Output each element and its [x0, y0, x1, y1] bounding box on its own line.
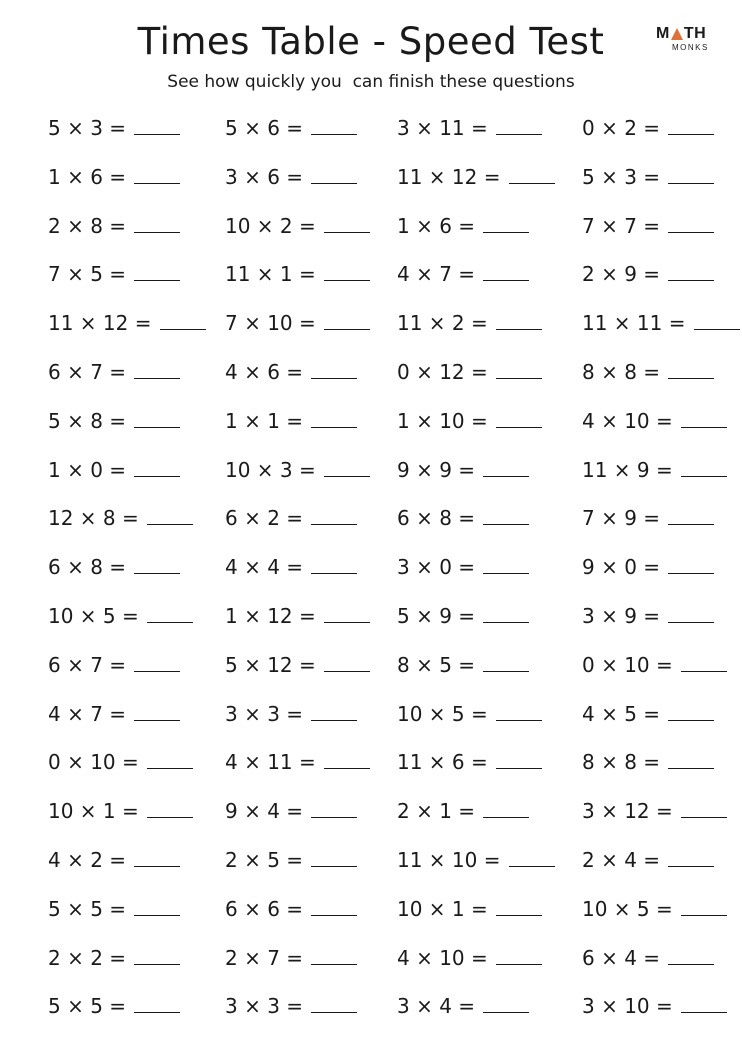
question-item	[225, 165, 357, 189]
question-item	[397, 360, 542, 384]
question-text: 3 × 12 =	[582, 799, 673, 824]
worksheet-title: Times Table - Speed Test	[137, 20, 605, 63]
question-text: 6 × 7 =	[48, 652, 127, 677]
answer-blank[interactable]	[668, 848, 714, 867]
question-item	[582, 506, 714, 530]
logo-text-right: TH	[683, 25, 707, 42]
question-item	[582, 946, 714, 970]
question-text: 8 × 8 =	[582, 360, 661, 384]
answer-blank[interactable]	[496, 946, 542, 965]
answer-blank[interactable]	[324, 604, 370, 623]
question-item	[397, 994, 529, 1018]
answer-blank[interactable]	[668, 262, 714, 281]
answer-blank[interactable]	[483, 653, 529, 672]
answer-blank[interactable]	[134, 165, 180, 184]
question-item	[48, 897, 180, 921]
question-text: 10 × 3 =	[225, 457, 316, 482]
question-text: 4 × 2 =	[48, 848, 127, 872]
question-text: 4 × 5 =	[582, 701, 661, 726]
question-text: 0 × 10 =	[48, 750, 139, 775]
question-text: 12 × 8 =	[48, 506, 139, 531]
question-item	[225, 116, 357, 140]
question-item	[225, 506, 357, 530]
question-item	[225, 799, 357, 823]
question-item	[48, 506, 193, 530]
answer-blank[interactable]	[483, 799, 529, 818]
question-text: 3 × 3 =	[225, 701, 304, 726]
question-text: 10 × 5 =	[582, 896, 673, 921]
question-item	[582, 360, 714, 384]
question-text: 3 × 0 =	[397, 555, 476, 580]
question-text: 6 × 8 =	[48, 555, 127, 580]
answer-blank[interactable]	[147, 506, 193, 525]
question-text: 8 × 5 =	[397, 652, 476, 677]
answer-blank[interactable]	[681, 897, 727, 916]
question-text: 4 × 10 =	[582, 408, 673, 433]
answer-blank[interactable]	[311, 946, 357, 965]
answer-blank[interactable]	[311, 799, 357, 818]
answer-blank[interactable]	[668, 946, 714, 965]
answer-blank[interactable]	[311, 702, 357, 721]
question-item	[48, 799, 193, 823]
question-text: 10 × 5 =	[48, 604, 139, 628]
question-text: 3 × 3 =	[225, 994, 304, 1019]
question-text: 0 × 12 =	[397, 360, 488, 384]
question-text: 5 × 3 =	[582, 164, 661, 189]
question-item	[48, 653, 180, 677]
question-item	[48, 946, 180, 970]
question-text: 6 × 4 =	[582, 945, 661, 970]
logo-text-left: M	[656, 25, 670, 42]
answer-blank[interactable]	[311, 506, 357, 525]
question-item	[225, 897, 357, 921]
answer-blank[interactable]	[134, 116, 180, 135]
question-text: 10 × 5 =	[397, 701, 488, 726]
answer-blank[interactable]	[147, 750, 193, 769]
question-text: 1 × 10 =	[397, 408, 488, 433]
answer-blank[interactable]	[324, 262, 370, 281]
question-item	[48, 262, 180, 286]
logo-subtext: MONKS	[672, 43, 709, 52]
question-text: 0 × 2 =	[582, 116, 661, 140]
question-item	[225, 848, 357, 872]
question-text: 5 × 12 =	[225, 652, 316, 677]
question-item	[397, 750, 542, 774]
question-item	[397, 214, 529, 238]
question-item	[397, 165, 555, 189]
question-text: 2 × 5 =	[225, 848, 304, 872]
question-item	[582, 848, 714, 872]
question-text: 1 × 6 =	[48, 164, 127, 189]
question-text: 7 × 7 =	[582, 213, 661, 238]
answer-blank[interactable]	[483, 994, 529, 1013]
answer-blank[interactable]	[483, 604, 529, 623]
question-text: 11 × 6 =	[397, 750, 488, 775]
answer-blank[interactable]	[134, 994, 180, 1013]
question-text: 6 × 7 =	[48, 360, 127, 384]
question-item	[48, 214, 180, 238]
question-item	[225, 653, 370, 677]
question-text: 11 × 2 =	[397, 311, 488, 336]
answer-blank[interactable]	[496, 116, 542, 135]
answer-blank[interactable]	[134, 409, 180, 428]
question-text: 5 × 8 =	[48, 408, 127, 433]
question-text: 6 × 2 =	[225, 506, 304, 531]
answer-blank[interactable]	[311, 994, 357, 1013]
question-text: 11 × 10 =	[397, 848, 501, 872]
question-item	[397, 506, 529, 530]
answer-blank[interactable]	[147, 799, 193, 818]
answer-blank[interactable]	[694, 311, 740, 330]
question-item	[48, 360, 180, 384]
question-item	[582, 604, 714, 628]
question-text: 11 × 12 =	[48, 311, 152, 336]
question-item	[225, 214, 370, 238]
question-item	[582, 116, 714, 140]
question-text: 2 × 7 =	[225, 945, 304, 970]
question-text: 2 × 8 =	[48, 213, 127, 238]
question-item	[582, 409, 727, 433]
answer-blank[interactable]	[681, 799, 727, 818]
answer-blank[interactable]	[311, 897, 357, 916]
question-item	[582, 311, 740, 335]
answer-blank[interactable]	[134, 458, 180, 477]
answer-blank[interactable]	[311, 409, 357, 428]
question-item	[582, 994, 727, 1018]
question-text: 9 × 9 =	[397, 457, 476, 482]
question-item	[397, 897, 542, 921]
question-item	[48, 555, 180, 579]
question-text: 1 × 12 =	[225, 604, 316, 628]
question-item	[48, 116, 180, 140]
question-text: 5 × 9 =	[397, 604, 476, 628]
answer-blank[interactable]	[668, 555, 714, 574]
answer-blank[interactable]	[134, 702, 180, 721]
question-item	[225, 262, 370, 286]
answer-blank[interactable]	[311, 360, 357, 379]
question-item	[397, 555, 529, 579]
worksheet-subtitle: See how quickly you can finish these questions	[167, 72, 575, 92]
question-item	[397, 799, 529, 823]
question-text: 9 × 0 =	[582, 555, 661, 580]
question-item	[225, 994, 357, 1018]
question-item	[582, 262, 714, 286]
question-text: 4 × 6 =	[225, 360, 304, 384]
answer-blank[interactable]	[134, 360, 180, 379]
question-text: 5 × 3 =	[48, 116, 127, 140]
answer-blank[interactable]	[681, 994, 727, 1013]
question-text: 7 × 5 =	[48, 262, 127, 287]
question-item	[397, 409, 542, 433]
question-item	[48, 604, 193, 628]
question-text: 3 × 9 =	[582, 604, 661, 628]
answer-blank[interactable]	[324, 214, 370, 233]
answer-blank[interactable]	[483, 458, 529, 477]
answer-blank[interactable]	[681, 458, 727, 477]
question-item	[397, 702, 542, 726]
question-text: 7 × 9 =	[582, 506, 661, 531]
question-item	[397, 116, 542, 140]
question-item	[225, 750, 370, 774]
question-item	[48, 458, 180, 482]
answer-blank[interactable]	[324, 750, 370, 769]
answer-blank[interactable]	[324, 458, 370, 477]
question-item	[397, 604, 529, 628]
answer-blank[interactable]	[483, 555, 529, 574]
answer-blank[interactable]	[509, 848, 555, 867]
answer-blank[interactable]	[496, 702, 542, 721]
question-text: 4 × 10 =	[397, 945, 488, 970]
answer-blank[interactable]	[311, 165, 357, 184]
question-item	[48, 702, 180, 726]
answer-blank[interactable]	[668, 702, 714, 721]
question-text: 3 × 6 =	[225, 164, 304, 189]
question-item	[225, 458, 370, 482]
question-item	[397, 262, 529, 286]
question-item	[397, 311, 542, 335]
answer-blank[interactable]	[668, 506, 714, 525]
answer-blank[interactable]	[496, 360, 542, 379]
question-text: 6 × 8 =	[397, 506, 476, 531]
answer-blank[interactable]	[668, 750, 714, 769]
answer-blank[interactable]	[324, 311, 370, 330]
answer-blank[interactable]	[311, 555, 357, 574]
question-item	[582, 799, 727, 823]
question-text: 4 × 11 =	[225, 750, 316, 775]
answer-blank[interactable]	[134, 848, 180, 867]
answer-blank[interactable]	[496, 311, 542, 330]
question-text: 7 × 10 =	[225, 311, 316, 336]
question-text: 4 × 7 =	[48, 701, 127, 726]
question-text: 5 × 6 =	[225, 116, 304, 140]
answer-blank[interactable]	[134, 262, 180, 281]
answer-blank[interactable]	[509, 165, 555, 184]
question-text: 11 × 1 =	[225, 262, 316, 287]
question-text: 11 × 11 =	[582, 311, 686, 336]
question-text: 6 × 6 =	[225, 896, 304, 921]
answer-blank[interactable]	[681, 409, 727, 428]
question-item	[48, 409, 180, 433]
answer-blank[interactable]	[134, 214, 180, 233]
question-item	[582, 165, 714, 189]
question-item	[48, 848, 180, 872]
question-item	[48, 750, 193, 774]
question-item	[225, 311, 370, 335]
question-item	[582, 653, 727, 677]
question-item	[582, 750, 714, 774]
question-text: 3 × 10 =	[582, 994, 673, 1019]
question-item	[397, 848, 555, 872]
question-text: 10 × 1 =	[397, 896, 488, 921]
question-text: 11 × 9 =	[582, 457, 673, 482]
answer-blank[interactable]	[496, 750, 542, 769]
question-item	[48, 311, 206, 335]
answer-blank[interactable]	[668, 214, 714, 233]
question-text: 2 × 1 =	[397, 799, 476, 824]
question-item	[582, 702, 714, 726]
question-item	[582, 214, 714, 238]
question-text: 8 × 8 =	[582, 750, 661, 775]
question-text: 10 × 2 =	[225, 213, 316, 238]
question-text: 2 × 9 =	[582, 262, 661, 287]
answer-blank[interactable]	[668, 165, 714, 184]
question-item	[225, 702, 357, 726]
answer-blank[interactable]	[483, 262, 529, 281]
question-text: 2 × 4 =	[582, 848, 661, 872]
question-item	[48, 994, 180, 1018]
question-text: 10 × 1 =	[48, 799, 139, 824]
question-text: 5 × 5 =	[48, 896, 127, 921]
question-text: 2 × 2 =	[48, 945, 127, 970]
answer-blank[interactable]	[311, 116, 357, 135]
answer-blank[interactable]	[496, 409, 542, 428]
answer-blank[interactable]	[668, 360, 714, 379]
answer-blank[interactable]	[134, 653, 180, 672]
question-text: 4 × 7 =	[397, 262, 476, 287]
answer-blank[interactable]	[134, 946, 180, 965]
question-item	[397, 946, 542, 970]
question-item	[397, 458, 529, 482]
question-text: 5 × 5 =	[48, 994, 127, 1019]
question-text: 1 × 1 =	[225, 408, 304, 433]
answer-blank[interactable]	[668, 604, 714, 623]
answer-blank[interactable]	[311, 848, 357, 867]
question-item	[225, 946, 357, 970]
question-text: 9 × 4 =	[225, 799, 304, 824]
answer-blank[interactable]	[681, 653, 727, 672]
answer-blank[interactable]	[496, 897, 542, 916]
question-text: 1 × 0 =	[48, 457, 127, 482]
question-item	[48, 165, 180, 189]
question-text: 0 × 10 =	[582, 652, 673, 677]
question-text: 11 × 12 =	[397, 164, 501, 189]
question-text: 1 × 6 =	[397, 213, 476, 238]
answer-blank[interactable]	[324, 653, 370, 672]
question-item	[225, 555, 357, 579]
answer-blank[interactable]	[134, 897, 180, 916]
question-item	[397, 653, 529, 677]
answer-blank[interactable]	[668, 116, 714, 135]
question-text: 4 × 4 =	[225, 555, 304, 580]
answer-blank[interactable]	[134, 555, 180, 574]
answer-blank[interactable]	[483, 214, 529, 233]
answer-blank[interactable]	[483, 506, 529, 525]
question-text: 3 × 11 =	[397, 116, 488, 140]
question-item	[225, 409, 357, 433]
question-item	[225, 604, 370, 628]
question-item	[225, 360, 357, 384]
question-item	[582, 458, 727, 482]
question-item	[582, 555, 714, 579]
question-item	[582, 897, 727, 921]
answer-blank[interactable]	[147, 604, 193, 623]
answer-blank[interactable]	[160, 311, 206, 330]
question-text: 3 × 4 =	[397, 994, 476, 1019]
